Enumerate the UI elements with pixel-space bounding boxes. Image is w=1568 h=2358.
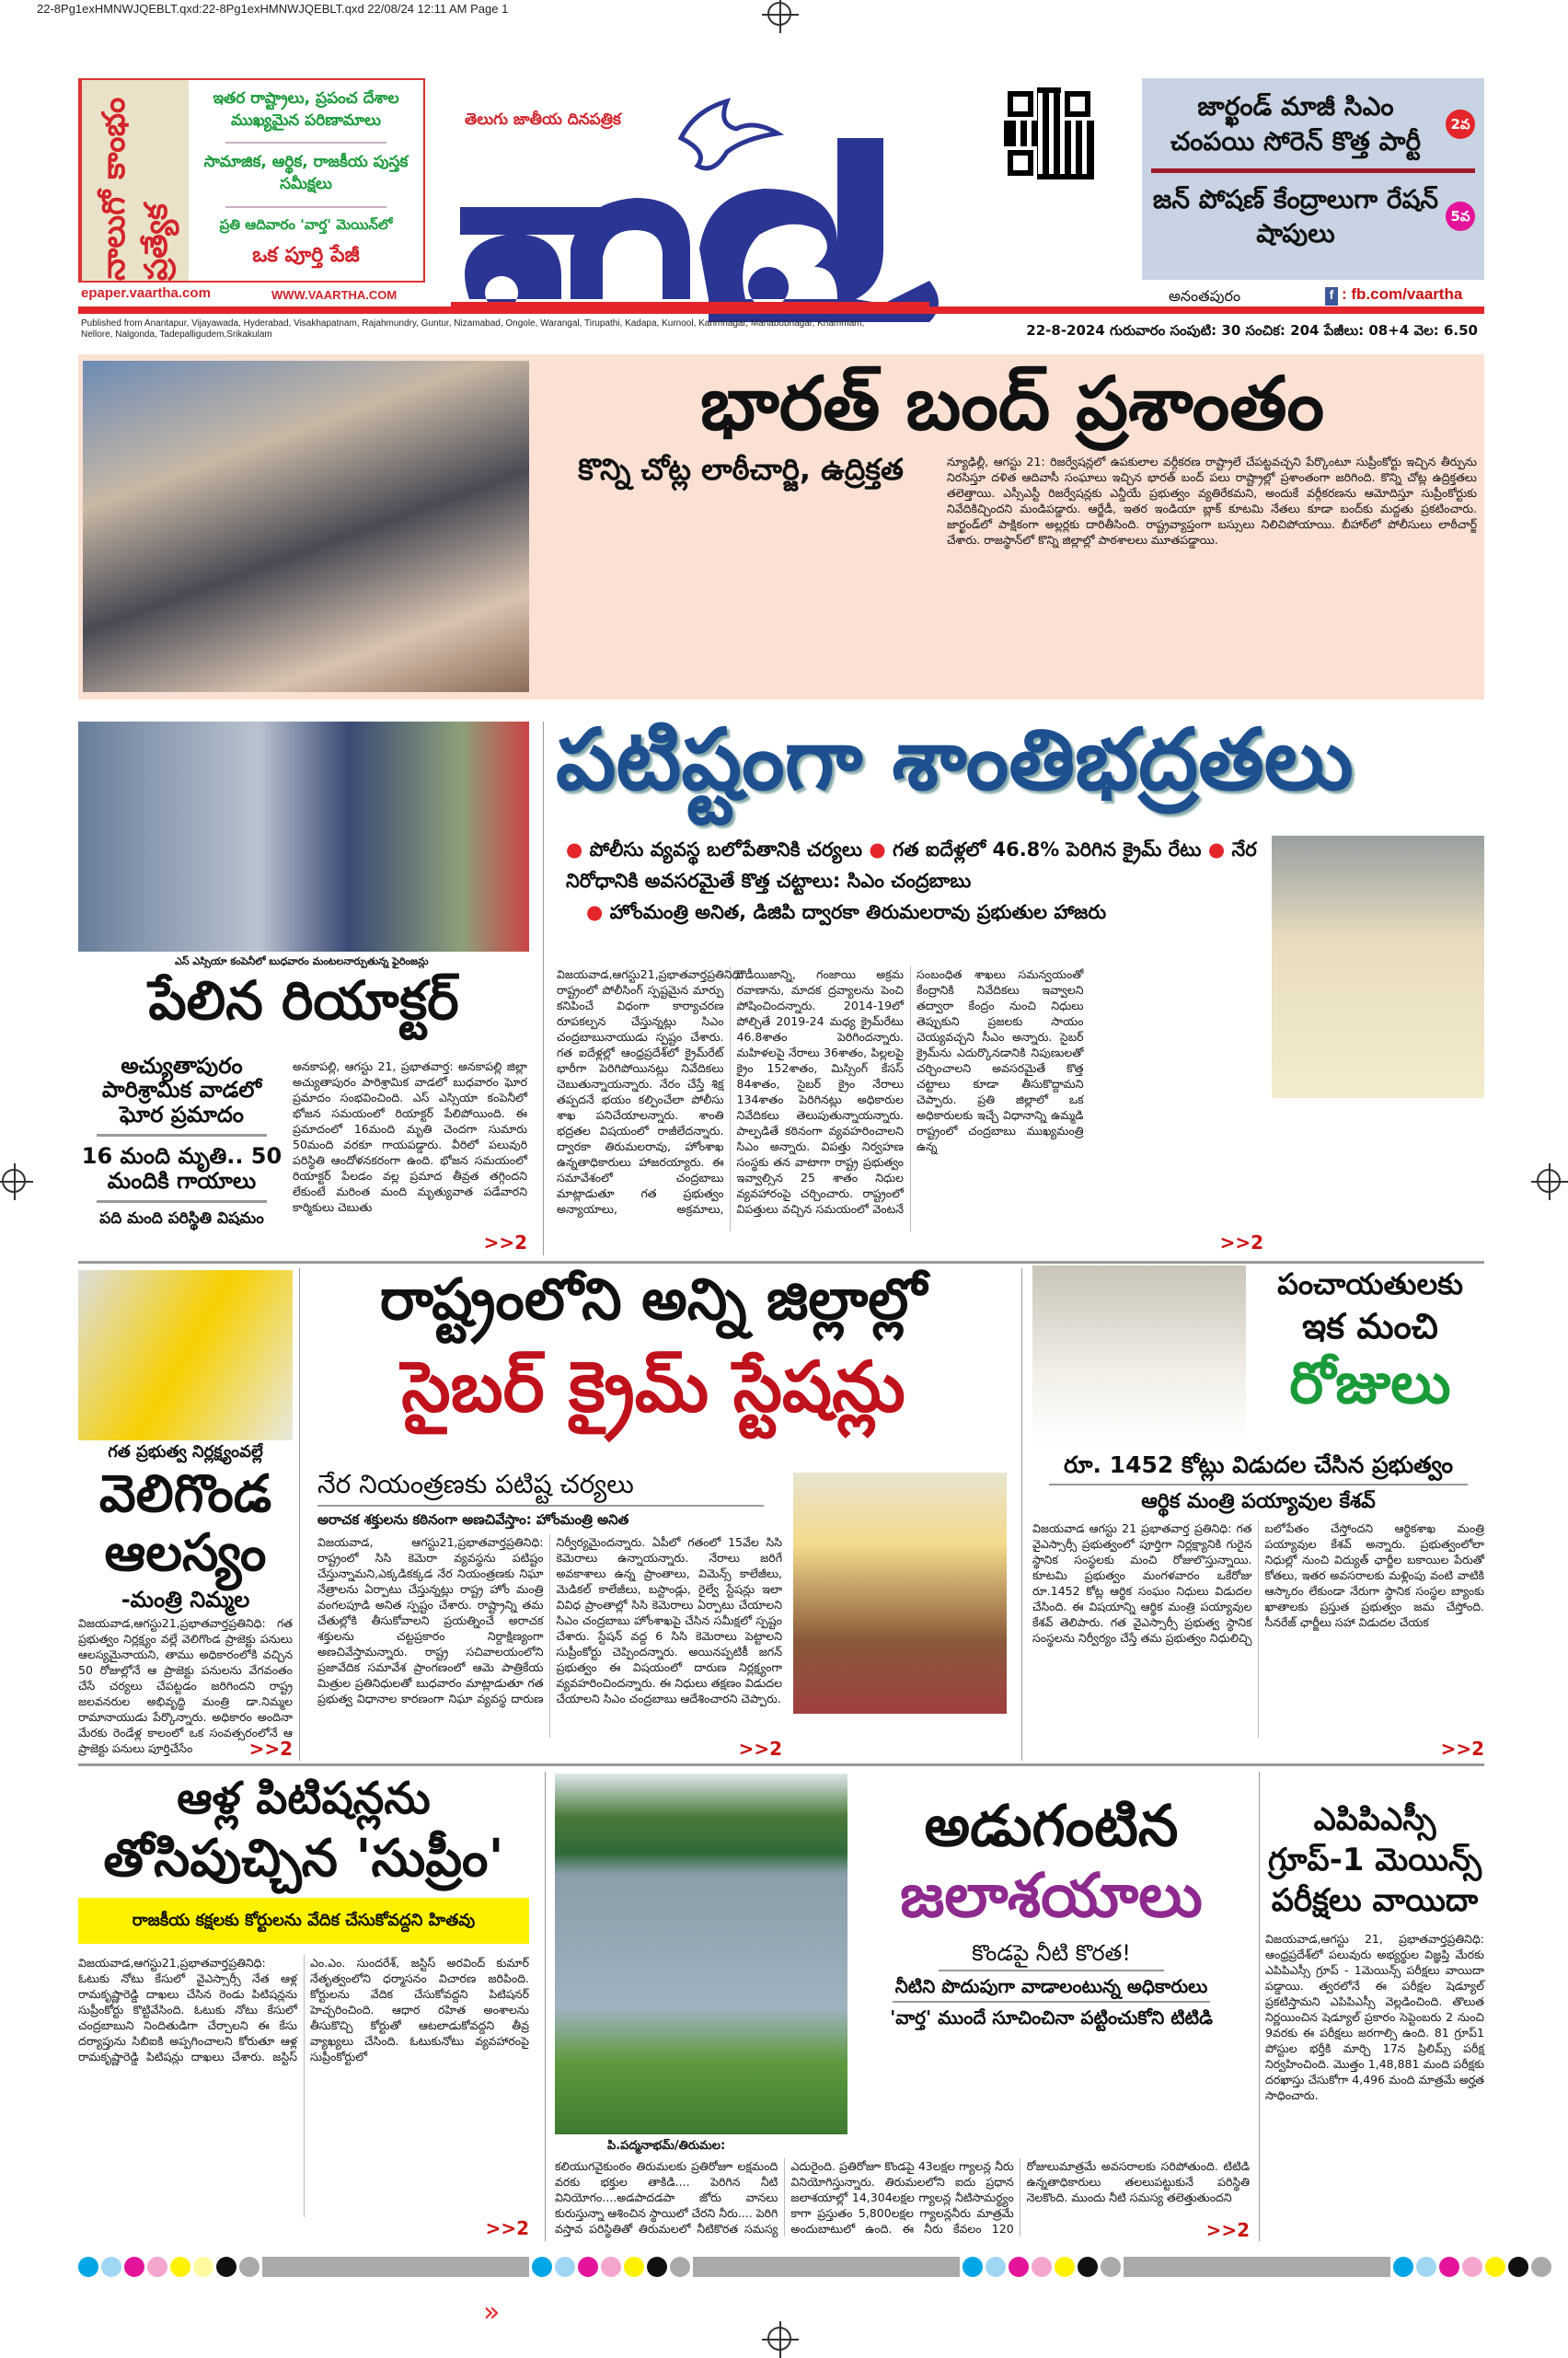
- continued-link[interactable]: >>2: [485, 2217, 529, 2239]
- continued-link[interactable]: >>2: [248, 1738, 293, 1760]
- lead-subhead: కొన్ని చోట్ల లాఠీచార్జి, ఉద్రిక్తత: [578, 452, 904, 487]
- reservoir-sub2: నీటిని పొదుపుగా వాడాలంటున్న అధికారులు: [894, 1975, 1208, 1998]
- facebook-icon: f: [1325, 287, 1338, 306]
- supplement-masthead: నాలుగో కాంభం ప్రత్యేక: [80, 80, 189, 281]
- color-registration-bar: [78, 2255, 1551, 2279]
- factory-fire-photo: [78, 722, 529, 952]
- registration-mark-icon: [767, 2327, 791, 2351]
- cyber-sub2: అరాచక శక్తులను కఠినంగా అణచివేస్తాం: హోంమంత్రి అనిత: [317, 1510, 629, 1528]
- cyber-body: విజయవాడ, ఆగస్టు21,ప్రభాతవార్తప్రతినిధి: రాష్ట్రంలో సిసి కెమెరా వ్యవస్థను పటిష్టం చేస్తున్నామని,ఎక్కడికక్కడ నేర నియంత్రణకు నిఘా నేత్రాలను ఏర్పాటు చేస్తున్నట్లు రాష్ట్ర హోం మంత్రి వంగలపూడి అనిత స్పష్టం చేశారు. రాష్ట్రాన్ని తమ చేతుల్లోకి తీసుకోవాలని ప్రయత్నించే అరాచక శక్తులను చట్టప్రకారం నిర్దాక్షిణ్యంగా అణచివేస్తామన్నారు. రాష్ట్ర సచివాలయంలోని ప్రజావేదిక సమావేశ ప్రాంగణంలో ఆమె పాత్రికేయ మిత్రుల ప్రతినిధులతో బుధవారం మాట్లాడుతూ గత ప్రభుత్వ విధానాల కారణంగా నిఘా వ్యవస్థ దారుణ నిర్వీర్యమైందన్నారు. ఏపీలో గతంలో 15వేల సిసి కెమెరాలు ఉన్నాయన్నారు. నేరాలు జరిగే అవకాశాలు ఉన్న ప్రాంతాలు, విమెన్స్ కాలేజీలు, మెడికల్ కాలేజీలు, బస్టాండ్లు, రైల్వే స్టేషన్లు ఇలా వివిధ ప్రాంతాల్లో సిసి కెమెరాలు ఏర్పాటు చేయాలని సిఎం చంద్రబాబు హోంశాఖపై చేసిన సమీక్షలో స్పష్టం చేశారు. స్టేషన్ వద్ద 6 సిసి కెమెరాలు పెట్టాలని సుప్రీంకోర్టు చెప్పిందన్నారు. అయినప్పటికీ జగన్ ప్రభుత్వం ఈ విషయంలో దారుణ నిర్లక్ష్యంగా వ్యవహరించిందన్నారు. ఈ నిధులు తక్షణం విడుదల చేయాలని సిఎం చంద్రబాబు ఆదేశించారని చెప్పారు.: [317, 1535, 782, 1706]
- reservoir-headline-line1: అడుగంటిన: [924, 1792, 1179, 1859]
- continued-link[interactable]: >>2: [1205, 2219, 1250, 2241]
- veligonda-headline: వెలిగొండ ఆలస్యం: [98, 1463, 272, 1584]
- teaser-item[interactable]: జన్ పోషణ్ కేంద్రాలుగా రేషన్ షాపులు 5వ: [1151, 177, 1475, 258]
- page-badge: 2వ: [1446, 110, 1475, 139]
- footer-arrow: »: [483, 2296, 501, 2329]
- promo-item: సామాజిక, ఆర్థిక, రాజకీయ పుస్తక సమీక్షలు: [203, 153, 409, 194]
- reservoir-sub3: 'వార్త' ముందే సూచించినా పట్టించుకోని టిటిడి: [890, 2006, 1213, 2029]
- panchayat-sub2: ఆర్థిక మంత్రి పయ్యావుల కేశవ్: [1141, 1489, 1376, 1513]
- file-slug: 22-8Pg1exHMNWJQEBLT.qxd:22-8Pg1exHMNWJQEBLT.qxd 22/08/24 12:11 AM Page 1: [37, 2, 509, 16]
- publisher-line: Published from Anantapur, Vijayawada, Hyderabad, Visakhapatnam, Rajahmundry, Guntur, Nizamabad, Ongole, Warangal, Tirupathi, Kadapa, Kurnool, Karimnagar, Mahabubnagar, Khammam, Nellore, Nalgonda, Tadepalligudem,Srikakulam: [81, 318, 865, 340]
- veligonda-byline: -మంత్రి నిమ్మల: [121, 1586, 250, 1612]
- divider: [78, 306, 1484, 314]
- law-order-bullets: ● పోలీసు వ్యవస్థ బలోపేతానికి చర్యలు ● గత ఐదేళ్లలో 46.8% పెరిగిన క్రైమ్ రేటు ● నేర నిరోధానికి అవసరమైతే కొత్త చట్టాలు: సిఎం చంద్రబాబు ● హోంమంత్రి అనిత, డిజిపి ద్వారకా తిరుమలరావు ప్రభుతుల హాజరు: [566, 838, 1257, 923]
- veligonda-body: విజయవాడ,ఆగస్టు21,ప్రభాతవార్తప్రతినిధి: గత ప్రభుత్వం నిర్లక్ష్యం వల్లే వెలిగొండ ప్రాజెక్టు పనులు ఆలస్యమైనాయని, తాము అధికారంలోకి వచ్చిన 50 రోజుల్లోనే ఆ ప్రాజెక్టు పనులను వేగవంతం చేసే చర్యలు చేపట్టడం జరిగిందని రాష్ట్ర జలవనరుల అభివృద్ధి మంత్రి డా.నిమ్మల రామానాయుడు పేర్కొన్నారు. అధికారం అందినా మేరకు రెండేళ్ల కాలంలో ఒక సంవత్సరంలోనే ఆ ప్రాజెక్టు పనులు పూర్తిచేసేం: [78, 1615, 293, 1755]
- home-minister-photo: [793, 1473, 1007, 1714]
- supreme-highlight: రాజకీయ కక్షలకు కోర్టులను వేదిక చేసుకోవద్దని హితవు: [78, 1898, 529, 1944]
- chief-minister-photo: [1272, 836, 1484, 1098]
- registration-mark-icon: [1537, 1169, 1561, 1193]
- reservoir-body: కలియుగవైకుంఠం తిరుమలకు ప్రతిరోజూ లక్షమంది వరకు భక్తుల తాకిడి.... పెరిగిన నీటి వినియోగం....అడపాదడపా జోరు వానలు కురుస్తున్నా ఆశించిన స్థాయిలో చేరని నీరు.... పెరిగి వస్తావ పరిస్థితితో తిరుమలలో నీటికొరత సమస్య ఎదురైంది. ప్రతిరోజూ కొండపై 43లక్షల గ్యాలన్ల నీరు వినియోగిస్తున్నారు. తిరుమలలోని ఐదు ప్రధాన జలాశయాల్లో 14,304లక్షల గ్యాలన్ల నీటిసామర్థ్యం కాగా ప్రస్తుతం 5,800లక్షల గ్యాలన్లనీరు మాత్రమే అందుబాటులో ఉంది. ఈ నీరు కేవలం 120 రోజులుమాత్రమే అవసరాలకు సరిపోతుంది. టిటిడి ఉన్నతాధికారులు తలలుపట్టుకునే పరిస్థితి నెలకొంది. ముందు నీటి సమస్య తలెత్తుతుందని: [555, 2159, 1250, 2236]
- law-order-body: విజయవాడ,ఆగస్టు21,ప్రభాతవార్తప్రతినిధి: రాష్ట్రంలో పోలీసింగ్ స్పష్టమైన మార్పు కనిపించే విధంగా కార్యాచరణ రూపకల్పన చేస్తున్నట్లు సిఎం చంద్రబాబునాయుడు స్పష్టం చేశారు. గత ఐదేళ్లల్లో ఆంధ్రప్రదేశ్‌లో క్రైమ్‌రేట్ భారీగా పెరిగిపోయినట్లు నివేదికలు చెబుతున్నాయన్నారు. నేరం చేస్తే శిక్ష తప్పదనే భయం కల్పించేలా పోలీసు శాఖ పనిచేయాలన్నారు. శాంతి భద్రతల విషయంలో రాజీలేదన్నారు. ద్వారకా తిరుమలరావు, హోంశాఖ ఉన్నతాధికారులు హాజరయ్యారు. ఈ సమావేశంలో చంద్రబాబు మాట్లాడుతూ గత ప్రభుత్వం అన్యాయాలు, అక్రమాలు, రౌడీయిజాన్ని, గంజాయి అక్రమ రవాణాను, మాదక ద్రవ్యాలను పెంచి పోషించిందన్నారు. 2014-19లో పోల్చితే 2019-24 మధ్య క్రైమ్‌రేటు 46.8శాతం పెరిగిందన్నారు. మహిళలపై నేరాలు 36శాతం, పిల్లలపై క్రైం 152శాతం, మిస్సింగ్ కేసస్ 84శాతం, సైబర్ క్రైం నేరాలు 134శాతం పెరిగినట్లు అధికారుల నివేదికలు తెలుపుతున్నాయన్నారు. పాల్పడితే కఠినంగా వ్యవహరించాలని సిఎం అన్నారు. విపత్తు నిర్వహణ సంస్థకు తన వాటాగా రాష్ట్ర ప్రభుత్వం ఇవ్వాల్సిన 25 శాతం నిధుల వ్యవహారంపై చర్చించారు. రాష్ట్రంలో విపత్తులు వచ్చిన సమయంలో వెంటనే సంబంధిత శాఖలు సమన్వయంతో కేంద్రానికి నివేదికలు ఇవ్వాలని తద్వారా కేంద్రం నుంచి నిధులు తెప్పుకుని ప్రజలకు సాయం చెయ్యవచ్చని సీఎం అన్నారు. సైబర్ క్రైమ్‌ను ఎదుర్కొనడానికి నిపుణులతో చర్చించాలని అవసరమైతే కొత్త చట్టాలు కూడా తీసుకొద్దామని చెప్పారు. ప్రతి జిల్లాలో ఒక అధికారులకు ఇచ్చే విధానాన్ని ఉమ్మడి రాష్ట్రంలో చంద్రబాబు ముఖ్యమంత్రి ఉన్న: [557, 967, 1084, 1216]
- lead-story: [78, 354, 1484, 699]
- veligonda-kicker: గత ప్రభుత్వ నిర్లక్ష్యంవల్లే: [108, 1442, 263, 1462]
- promo-item: ఇతర రాష్ట్రాలు, ప్రపంచ దేశాల ముఖ్యమైన పరిణామాలు: [213, 88, 399, 130]
- photo-byline: పి.పద్మనాభమ్/తిరుమల:: [607, 2139, 726, 2153]
- lead-body: న్యూఢిల్లీ, ఆగస్టు 21: రిజర్వేషన్లలో ఉపకులాల వర్గీకరణ రాష్ట్రాలే చేపట్టవచ్చని పేర్కొంటూ సుప్రీంకోర్టు ఇచ్చిన తీర్పును నిరసిస్తూ దళిత ఆదివాసీ సంఘాలు ఇచ్చిన భారత్ బంద్ పలు రాష్ట్రాల్లో ప్రశాంతంగా జరిగింది. కొన్ని చోట్ల ఉద్రిక్తతలు తలెత్తాయి. ఎస్సీఎస్టీ రిజర్వేషన్లకు ఎన్డీయే ప్రభుత్వం వ్యతిరేకమని, అందుకే వర్గీకరణను ఆమోదిస్తూ సుప్రీంకోర్టుకు నివేదికిచ్చిందని మండిపడ్డారు. ఆర్జేడీ, ఇతర ఇండియా బ్లాక్ కూటమి నేతలు కూడా బంద్‌కు మద్దతు ప్రకటించారు. జార్ఖండ్‌లో పాక్షికంగా అల్లర్లకు దారితీసింది. రాష్ట్రవ్యాప్తంగా బస్సులు నిలిచిపోయాయి. బీహార్‌లో పోలీసులు లాఠీచార్జ్ చేశారు. రాజస్థాన్‌లో కొన్ని జిల్లాల్లో పాఠశాలలు మూతపడ్డాయి.: [947, 455, 1477, 547]
- reactor-headline: పేలిన రియాక్టర్: [148, 969, 459, 1032]
- finance-minister-photo: [1032, 1266, 1246, 1445]
- reservoir-photo: [555, 1774, 847, 2134]
- appsc-body: విజయవాడ,ఆగస్టు 21, ప్రభాతవార్తప్రతినిధి: ఆంధ్రప్రదేశ్‌లో పలువురు అభ్యర్థుల విజ్ఞప్తి మేరకు ఎపిపిఎస్సీ గ్రూప్ - 1మెయిన్స్ పరీక్షలు వాయిదా పడ్డాయి. త్వరలోనే ఈ పరీక్షల షెడ్యూల్ ప్రకటిస్తామని ఎపిపిఎస్సీ వెల్లడించింది. తొలుత నిర్ణయించిన షెడ్యూల్ ప్రకారం సెప్టెంబరు 2 నుంచి 9వరకు ఈ పరీక్షలు జరగాల్సి ఉంది. 81 గ్రూప్1 పోస్టుల భర్తీకి మార్చి 17న ప్రిలిమ్స్ పరీక్ష నిర్వహించింది. మొత్తం 1,48,881 మంది పరీక్షకు దరఖాస్తు చేసుకోగా 4,496 మంది మాత్రమే అర్హత సాధించారు.: [1265, 1931, 1484, 2102]
- continued-link[interactable]: >>2: [483, 1231, 527, 1254]
- registration-mark-icon: [767, 2, 791, 26]
- panchayat-headline-line1: పంచాయతులకు: [1277, 1266, 1463, 1301]
- panchayat-headline-line3: రోజులు: [1289, 1348, 1451, 1416]
- reactor-body: అనకాపల్లి, ఆగస్టు 21, ప్రభాతవార్త: అనకాపల్లి జిల్లా అచ్యుతాపురం పారిశ్రామిక వాడలో బుధవారం ఘోర ప్రమాదం సంభవించింది. ఎస్ ఎస్సియా కంపెనీలో భోజన సమయంలో రియాక్టర్ పేలిపోయింది. ఈ ప్రమాదంలో 16మంది మృతి చెందగా సుమారు 50మంది వరకూ గాయపడ్డారు. వీరిలో పలువురి పరిస్థితి ఆందోళనకరంగా ఉంది. భోజన సమయంలో రియాక్టర్ పేలడం వల్ల ప్రమాద తీవ్రత తగ్గిందని లేకుంటే మరింత మంది మృత్యువాత పడేవారని కార్మికులు చెబుతు: [293, 1059, 527, 1214]
- reservoir-subhead: కొండపై నీటి కొరత!: [972, 1939, 1131, 1966]
- teaser-item[interactable]: జార్ఖండ్ మాజీ సిఎం చంపయి సోరెన్ కొత్త పార్టీ 2వ: [1151, 84, 1475, 165]
- masthead-tagline: తెలుగు జాతీయ దినపత్రిక: [465, 110, 621, 129]
- panchayat-headline-line2: ఇక మంచి: [1302, 1306, 1438, 1347]
- continued-link[interactable]: >>2: [738, 1738, 782, 1760]
- epaper-link[interactable]: epaper.vaartha.com: [81, 285, 211, 301]
- panchayat-subhead: రూ. 1452 కోట్లు విడుదల చేసిన ప్రభుత్వం: [1063, 1451, 1454, 1478]
- supreme-body: విజయవాడ,ఆగస్టు21,ప్రభాతవార్తప్రతినిధి: ఓటుకు నోటు కేసులో వైఎస్సార్సీ నేత ఆళ్ల రామకృష్ణారెడ్డి దాఖలు చేసిన రెండు పిటిషన్లను సుప్రీంకోర్టు కొట్టివేసింది. ఓటుకు నోటు కేసులో చంద్రబాబుని నిందితుడిగా చేర్చాలని ఈ కేసు దర్యాప్తును సిబిఐకి అప్పగించాలని కోరుతూ ఆళ్ల రామకృష్ణారెడ్డి పిటిషన్లు దాఖలు చేశారు. జస్టిస్ ఎం.ఎం. సుందరేశ్, జస్టిస్ అరవింద్ కుమార్ నేతృత్వంలోని ధర్మాసనం విచారణ జరిపింది. కోర్టులను వేదిక చేసుకోవద్దని పిటిషనర్ హెచ్చరించింది. ఆధార రహిత అంశాలను తీసుకొచ్చి కోర్టుతో ఆటలాడుకోవద్దని తీవ్ర వ్యాఖ్యలు చేసింది. ఓటుకునోటు వ్యవహారంపై సుప్రీంకోర్టులో: [78, 1956, 529, 2064]
- appsc-headline: ఎపిపిఎస్సీ గ్రూప్-1 మెయిన్స్ పరీక్షలు వాయిదా: [1267, 1801, 1482, 1920]
- law-order-headline: పటిష్టంగా శాంతిభద్రతలు: [556, 711, 1354, 809]
- supreme-headline-line2: తోసిపుచ్చిన 'సుప్రీం': [103, 1828, 504, 1889]
- protest-photo: [83, 361, 529, 692]
- continued-link[interactable]: >>2: [1440, 1738, 1484, 1760]
- continued-link[interactable]: >>2: [1219, 1231, 1263, 1254]
- promo-item: ప్రతి ఆదివారం 'వార్త' మెయిన్‌లో: [219, 216, 393, 234]
- qr-code[interactable]: [1004, 87, 1094, 179]
- facebook-link[interactable]: f : fb.com/vaartha: [1325, 285, 1462, 306]
- edition-name: అనంతపురం: [1169, 287, 1241, 305]
- promo-highlight: ఒక పూర్తి పేజీ: [252, 244, 360, 268]
- page-badge: 5వ: [1446, 202, 1475, 231]
- lead-headline: భారత్ బంద్ ప్రశాంతం: [699, 361, 1325, 446]
- minister-photo: [78, 1270, 293, 1440]
- reactor-subheads: అచ్యుతాపురం పారిశ్రామిక వాడలో ఘోర ప్రమాదం 16 మంది మృతి.. 50 మందికి గాయాలు పది మంది పరిస్థితి విషమం: [81, 1053, 282, 1228]
- reservoir-headline-line2: జలాశయాలు: [900, 1860, 1203, 1932]
- cyber-subhead: నేర నియంత్రణకు పటిష్ట చర్యలు: [317, 1469, 634, 1499]
- weekly-supplement-promo[interactable]: [78, 78, 425, 283]
- cyber-headline-line2: సైబర్ క్రైమ్ స్టేషన్లు: [401, 1346, 905, 1428]
- supreme-headline-line1: ఆళ్ల పిటిషన్లను: [177, 1773, 431, 1824]
- panchayat-body: విజయవాడ ఆగస్టు 21 ప్రభాతవార్త ప్రతినిధి: గత వైఎస్సార్సీ ప్రభుత్వంలో పూర్తిగా నిర్లక్ష్యానికి గురైన స్థానిక సంస్థలకు మంచి రోజులొస్తున్నాయి. కూటమి ప్రభుత్వం మంగళవారం ఒకేరోజు రూ.1452 కోట్ల ఆర్థిక సంఘం నిధులు విడుదల చేసింది. ఈ విషయాన్ని ఆర్థిక మంత్రి పయ్యావుల కేశవ్ తెలిపారు. గత వైఎస్సార్సీ ప్రభుత్వ స్థానిక సంస్థలను నిర్వీర్యం చేస్తే తమ ప్రభుత్వం నిధులిచ్చి బలోపేతం చేస్తోందని ఆర్థికశాఖ మంత్రి పయ్యావుల కేశవ్ అన్నారు. ప్రభుత్వంలోలా నిధుల్లో నుంచి విద్యుత్ ఛార్జీల బకాయిల పేరుతో కోతలు, ఇతర అవసరాలకు మళ్లింపు వంటి వాటికి ఆస్కారం లేకుండా నేరుగా స్థానిక సంస్థల బ్యాంకు ఖాతాలకు ప్రస్తుత ప్రభుత్వం జమ చేస్తోంది. సీనరేజ్ ఛార్జీలు సహా విడుదల చేయక: [1032, 1520, 1484, 1645]
- website-link[interactable]: WWW.VAARTHA.COM: [271, 288, 398, 302]
- photo-caption: ఎస్ ఎస్సియా కంపెనీలో బుధవారం మంటలనార్పుతున్న ఫైరింజన్లు: [175, 955, 429, 967]
- cyber-headline-line1: రాష్ట్రంలోని అన్ని జిల్లాల్లో: [379, 1266, 928, 1333]
- registration-mark-icon: [2, 1169, 26, 1193]
- dateline: 22-8-2024 గురువారం సంపుటి: 30 సంచిక: 204 పేజీలు: 08+4 వెల: 6.50: [1026, 322, 1478, 339]
- teaser-box: [1142, 78, 1484, 280]
- dove-icon: [681, 101, 778, 168]
